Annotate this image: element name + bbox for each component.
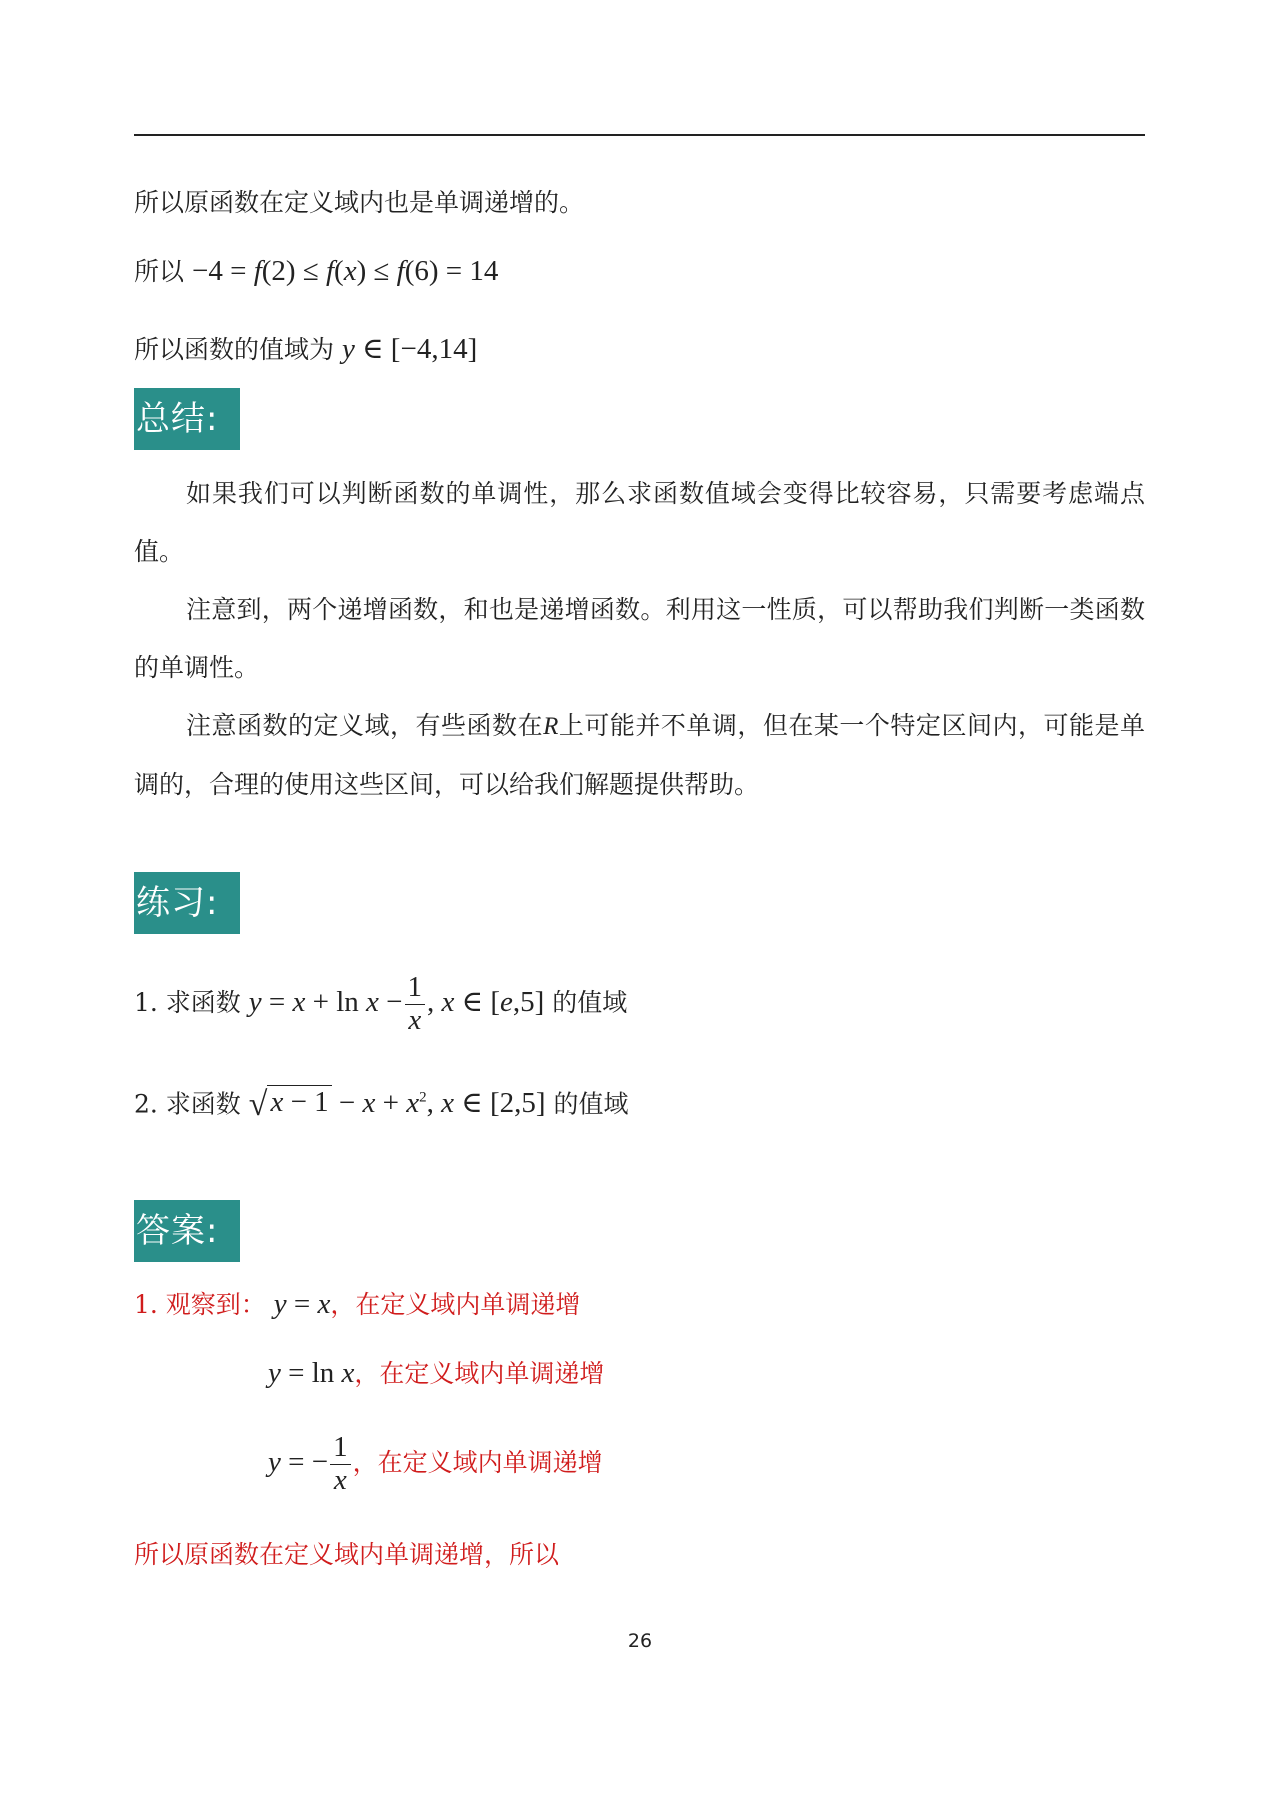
summary-heading: 总结: <box>134 388 240 450</box>
exercise-1-suffix: 的值域 <box>552 988 628 1018</box>
summary-paragraph-3-start: 注意函数的定义域，有些函数在 <box>186 711 544 740</box>
answer-line-1 <box>134 1287 580 1322</box>
formula-exercise-1: y = x + ln x − $\frac{1}{x}$ , x ∈ [e,5] <box>248 971 545 1036</box>
exercise-1-prefix: 1. 求函数 <box>134 988 241 1018</box>
answer-note: ，在定义域内单调递增 <box>330 1290 581 1319</box>
formula-exercise-2: √ x − 1 − $x + x^2$, x ∈ [2,5] <box>248 1086 546 1124</box>
text-line: 所以原函数在定义域内也是单调递增的。 <box>134 188 585 217</box>
answers-heading: 答案: <box>134 1200 240 1262</box>
range-result-line <box>134 332 477 367</box>
answer-line-3 <box>268 1432 603 1497</box>
answer-conclusion: 所以原函数在定义域内单调递增，所以 <box>134 1540 560 1569</box>
summary-paragraph-3-end: 上可能并不单调，但在某一个特定区间内，可能是单调的，合理的使用这些区间，可以给我们解题提供帮助。 <box>134 711 1145 799</box>
range-inequality-line <box>134 254 498 289</box>
answer-note: ，在定义域内单调递增 <box>354 1359 605 1388</box>
formula-y-equals-minus-one-over-x: y = − $\frac{1}{x}$ <box>268 1446 353 1478</box>
formula-reals: R <box>543 713 559 740</box>
exercise-2-suffix: 的值域 <box>553 1089 629 1119</box>
formula-range-inequality: −4 = f(2) ≤ f(x) ≤ f(6) = 14 <box>191 255 499 287</box>
line-prefix: 所以函数的值域为 <box>134 335 335 364</box>
exercise-2 <box>134 1085 629 1124</box>
formula-y-equals-ln-x: y = ln x <box>268 1357 355 1389</box>
page-number: 26 <box>627 1630 653 1652</box>
formula-y-equals-x: y = x <box>273 1288 331 1320</box>
summary-paragraph-2: 注意到，两个递增函数，和也是递增函数。利用这一性质，可以帮助我们判断一类函数的单调性。 <box>134 595 1145 682</box>
answer-note: ，在定义域内单调递增 <box>352 1448 603 1478</box>
square-root: √ x − 1 <box>249 1085 332 1119</box>
header-rule <box>134 134 1145 136</box>
summary-paragraph-1: 如果我们可以判断函数的单调性，那么求函数值域会变得比较容易，只需要考虑端点值。 <box>134 479 1145 566</box>
formula-range: y ∈ [−4,14] <box>341 333 478 365</box>
fraction-one-over-x: $\frac{1}{x}$ <box>405 972 426 1037</box>
answer-line-2 <box>268 1356 604 1391</box>
summary-paragraph-3 <box>134 697 1145 814</box>
line-prefix: 所以 <box>134 257 185 286</box>
exercise-1 <box>134 972 627 1037</box>
exercise-2-prefix: 2. 求函数 <box>134 1089 241 1119</box>
answer-1-prefix: 1. 观察到： <box>134 1290 266 1319</box>
fraction-one-over-x: $\frac{1}{x}$ <box>330 1432 351 1497</box>
exercises-heading: 练习: <box>134 872 240 934</box>
